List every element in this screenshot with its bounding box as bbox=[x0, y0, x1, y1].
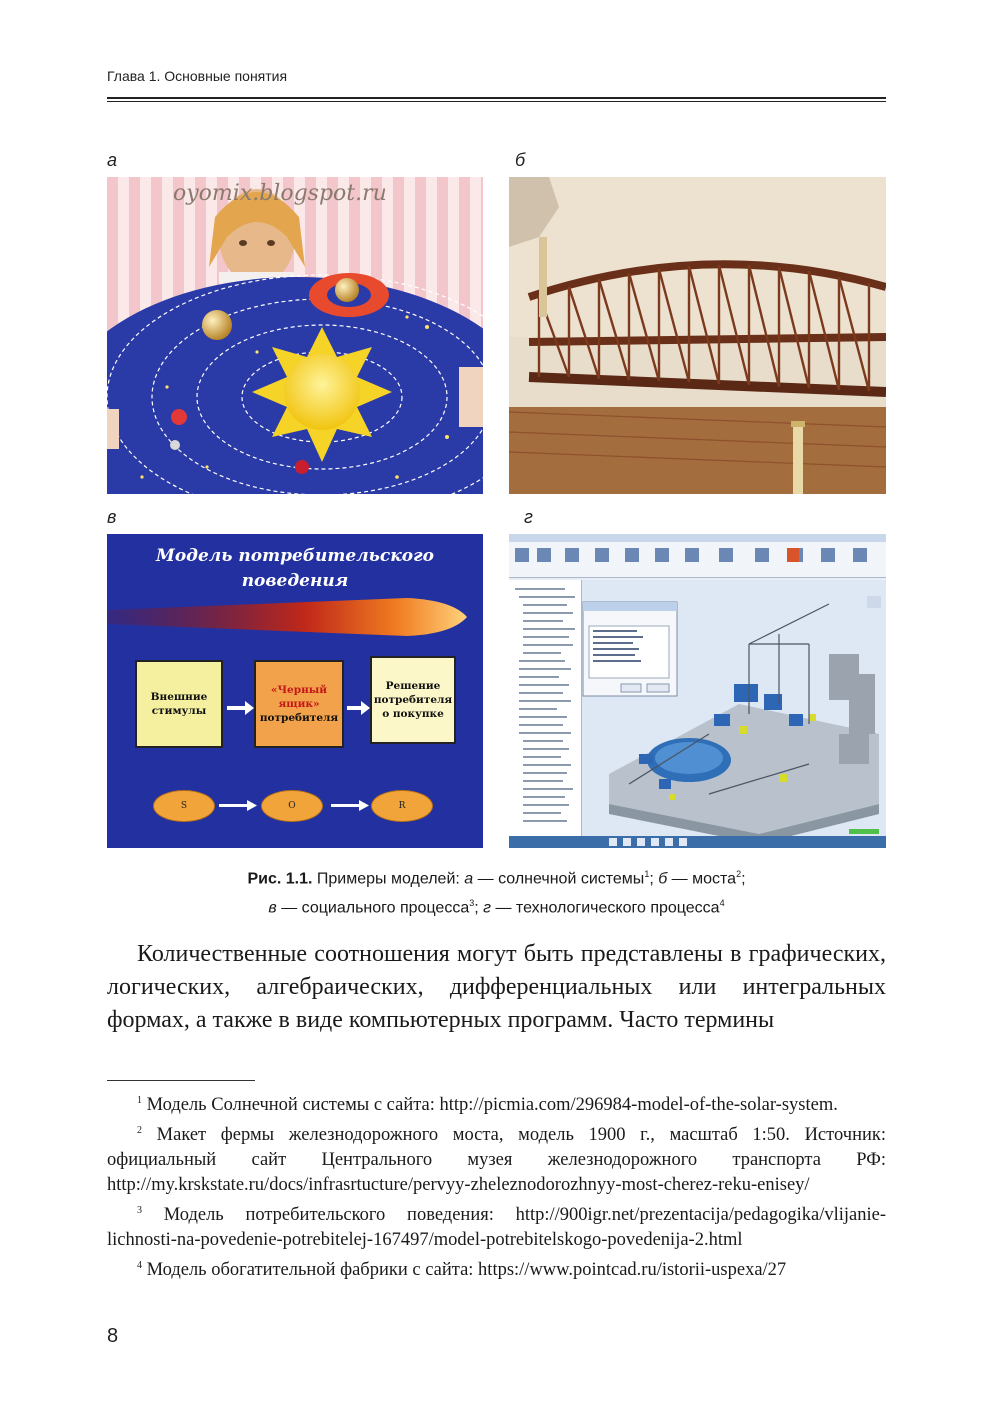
panel-letter-g: г bbox=[524, 507, 533, 527]
footnotes bbox=[107, 1088, 886, 1284]
running-header: Глава 1. Основные понятия bbox=[107, 68, 288, 84]
footnote-number: 4 bbox=[137, 1260, 142, 1272]
caption-v-letter: в bbox=[268, 899, 277, 917]
slide-title-line2: поведения bbox=[241, 571, 349, 591]
caption-g-ref: 4 bbox=[719, 898, 725, 909]
header-rule bbox=[107, 97, 886, 99]
caption-g-letter: г bbox=[483, 899, 492, 917]
watermark-text: oyomix.blogspot.ru bbox=[173, 181, 387, 206]
caption-v-ref: 3 bbox=[469, 898, 475, 909]
figure-caption: Рис. 1.1. Примеры моделей: а — солнечной системы$^1$; б — моста$^2$; в — социального процесса$^3$; г — технологического процесса$^4$ bbox=[247, 869, 746, 917]
footnote-1 bbox=[107, 1088, 886, 1118]
stimuli-box: Внешние стимулы bbox=[135, 660, 223, 748]
footnote-rule bbox=[107, 1080, 255, 1081]
caption-a-ref: 1 bbox=[644, 869, 650, 879]
panel-letter-b: б bbox=[515, 150, 526, 170]
caption-b-ref: 2 bbox=[736, 869, 742, 879]
footnote-2 bbox=[107, 1118, 886, 1198]
footnote-text: Макет фермы железнодорожного моста, модель 1900 г., масштаб 1:50. Источник: официальный сайт Центрального музея железнодорожного транспорта РФ: http://my.krskstate.ru/docs/infrasrtucture/pervyy-zheleznodorozhnyy-most-cherez-reku-enisey/ bbox=[107, 1125, 886, 1196]
solar-system-photo bbox=[107, 177, 483, 494]
footnote-text: Модель Солнечной системы с сайта: http://picmia.com/296984-model-of-the-solar-system. bbox=[146, 1095, 838, 1116]
consumer-behavior-slide bbox=[107, 534, 483, 848]
stimulus-oval: S bbox=[153, 790, 215, 822]
body-paragraph: Количественные соотношения могут быть представлены в графических, логических, алгебраических, дифференциальных или интегральных формах, а также в виде компьютерных программ. Часто термины bbox=[107, 941, 886, 1033]
caption-a-letter: а bbox=[464, 870, 474, 888]
panel-letter-v: в bbox=[107, 507, 117, 527]
footnote-number: 3 bbox=[137, 1205, 142, 1217]
footnote-number: 1 bbox=[137, 1095, 142, 1106]
caption-b-text: — моста bbox=[671, 870, 737, 888]
footnote-4 bbox=[107, 1253, 886, 1283]
footnote-3 bbox=[107, 1198, 886, 1253]
footnote-number: 2 bbox=[137, 1125, 142, 1137]
header-rule-thin bbox=[107, 101, 886, 102]
black-box-subject: потребителя bbox=[259, 712, 339, 724]
response-oval: R bbox=[371, 790, 433, 822]
page-number: 8 bbox=[107, 1325, 119, 1347]
caption-b-letter: б bbox=[658, 870, 668, 888]
cad-screenshot bbox=[509, 534, 886, 848]
bridge-model-photo bbox=[509, 177, 886, 494]
caption-v-text: — социального процесса bbox=[281, 899, 470, 917]
caption-g-text: — технологического процесса bbox=[495, 899, 720, 917]
footnote-text: Модель потребительского поведения: http://900igr.net/prezentacija/pedagogika/vlijanie-lichnosti-na-povedenie-potrebitelej-167497/model-potrebitelskogo-povedenija-2.html bbox=[107, 1205, 886, 1251]
panel-letter-a: а bbox=[107, 150, 118, 170]
caption-intro: Примеры моделей: bbox=[316, 870, 460, 888]
footnote-text: Модель обогатительной фабрики с сайта: https://www.pointcad.ru/istorii-uspexa/27 bbox=[146, 1260, 787, 1281]
decision-box: Решение потребителя о покупке bbox=[370, 656, 456, 744]
caption-a-text: — солнечной системы bbox=[477, 870, 645, 888]
caption-label: Рис. 1.1. bbox=[247, 870, 313, 888]
organism-oval: O bbox=[261, 790, 323, 822]
black-box-label: «Черный ящик» bbox=[270, 684, 328, 710]
slide-title-line1: Модель потребительского bbox=[156, 546, 434, 566]
